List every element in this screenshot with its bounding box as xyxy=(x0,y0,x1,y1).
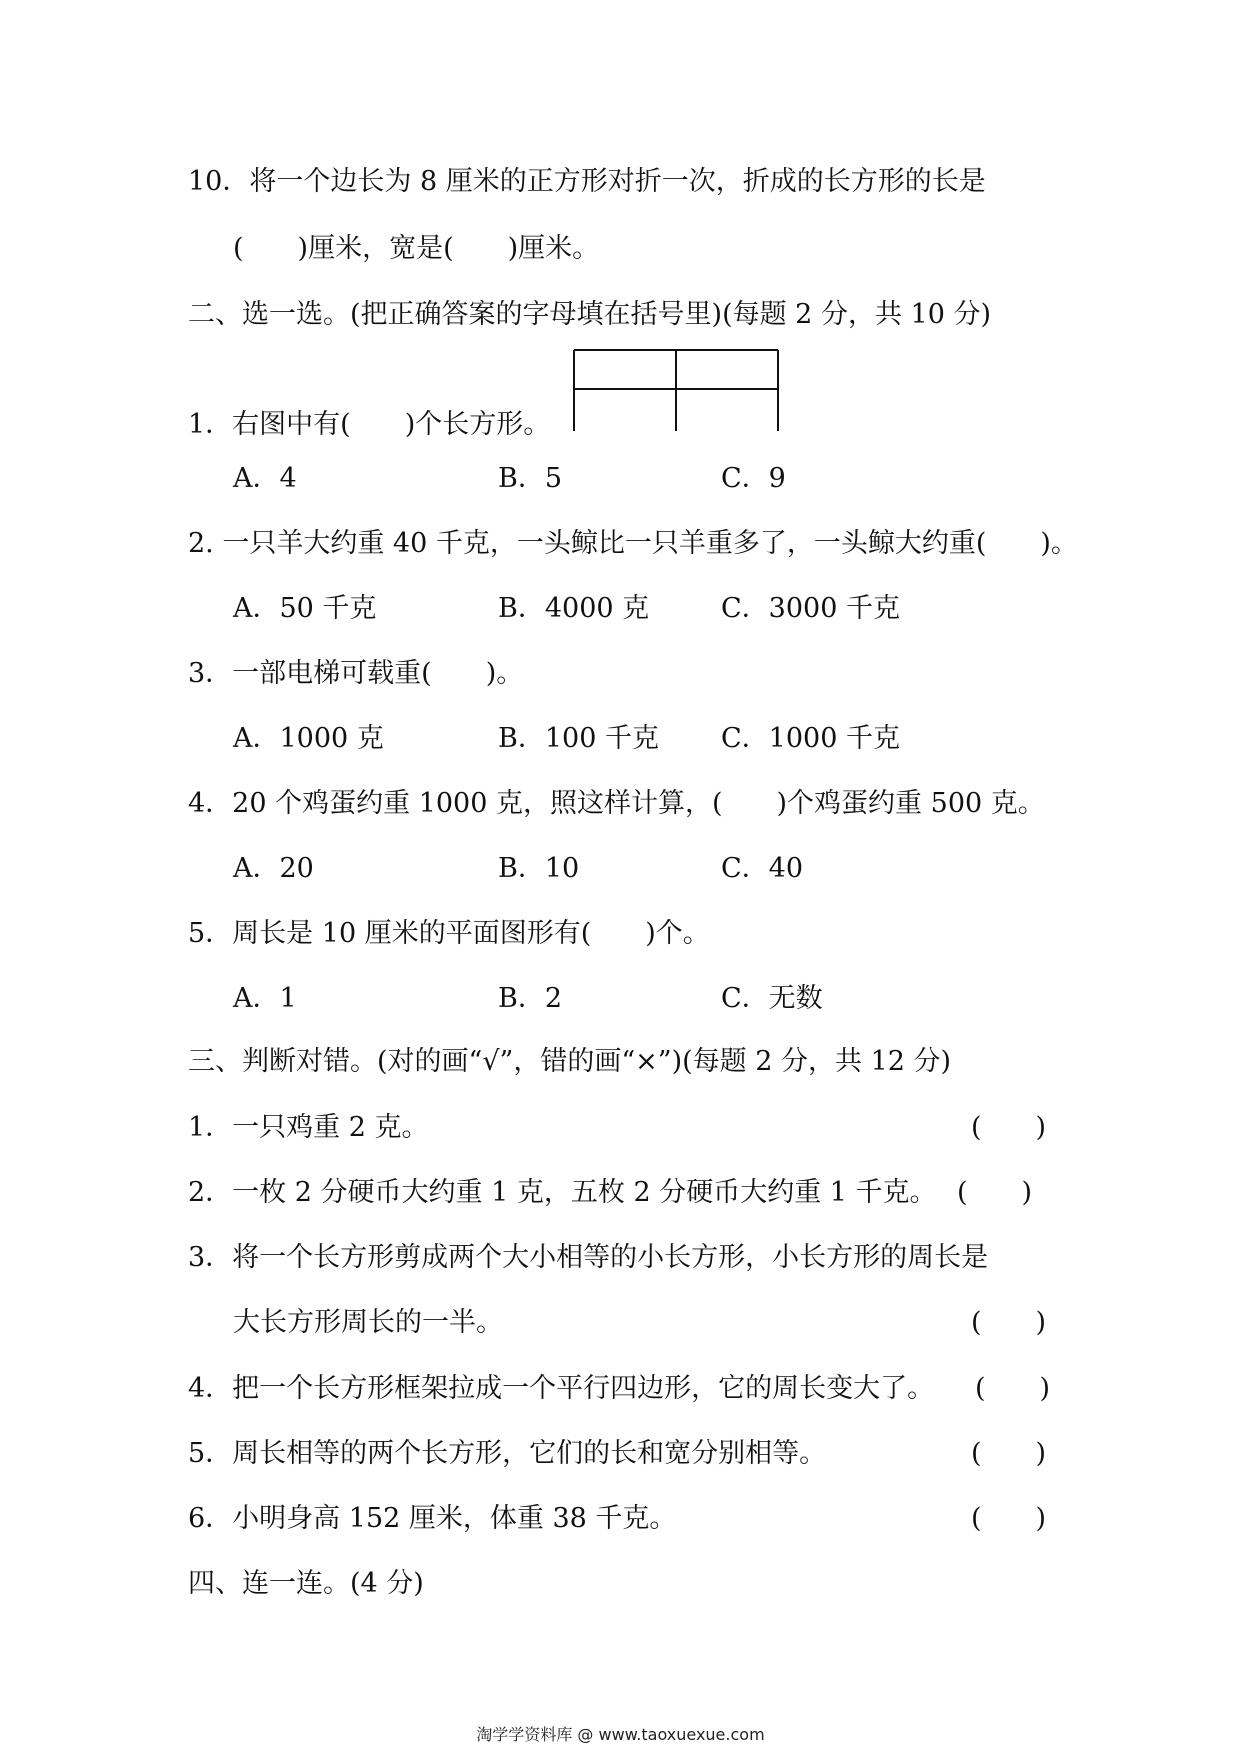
judge-question-3-line2: 大长方形周长的一半。 xyxy=(233,1307,503,1338)
choice-question-1: 1．右图中有( )个长方形。 xyxy=(188,409,551,440)
choice-question-3-option-b: B．100 千克 xyxy=(498,723,659,754)
judge-question-6-answer-paren: ( ) xyxy=(971,1503,1047,1534)
choice-question-1-option-b: B．5 xyxy=(498,463,563,494)
choice-question-5: 5．周长是 10 厘米的平面图形有( )个。 xyxy=(188,918,710,949)
choice-question-2-option-b: B．4000 克 xyxy=(498,593,650,624)
choice-question-3-option-a: A．1000 克 xyxy=(233,723,384,754)
choice-question-3: 3．一部电梯可载重( )。 xyxy=(188,658,524,689)
choice-question-4: 4．20 个鸡蛋约重 1000 克，照这样计算，( )个鸡蛋约重 500 克。 xyxy=(188,788,1045,819)
section-2-heading: 二、选一选。(把正确答案的字母填在括号里)(每题 2 分，共 10 分) xyxy=(188,299,991,330)
judge-question-5-answer-paren: ( ) xyxy=(971,1438,1047,1469)
choice-question-5-option-a: A．1 xyxy=(233,983,297,1014)
judge-question-2: 2．一枚 2 分硬币大约重 1 克，五枚 2 分硬币大约重 1 千克。 xyxy=(188,1177,937,1208)
choice-question-2-option-c: C．3000 千克 xyxy=(721,593,900,624)
choice-question-4-option-b: B．10 xyxy=(498,853,580,884)
choice-question-2: 2. 一只羊大约重 40 千克，一头鲸比一只羊重多了，一头鲸大约重( )。 xyxy=(188,528,1078,559)
judge-question-6: 6．小明身高 152 厘米，体重 38 千克。 xyxy=(188,1503,677,1534)
judge-question-5: 5．周长相等的两个长方形，它们的长和宽分别相等。 xyxy=(188,1438,827,1469)
question-10-line2: ( )厘米，宽是( )厘米。 xyxy=(233,233,600,264)
choice-question-5-option-b: B．2 xyxy=(498,983,563,1014)
choice-question-4-option-c: C．40 xyxy=(721,853,804,884)
question-10-line1: 10．将一个边长为 8 厘米的正方形对折一次，折成的长方形的长是 xyxy=(188,166,986,197)
choice-question-4-option-a: A．20 xyxy=(233,853,314,884)
judge-question-1-answer-paren: ( ) xyxy=(971,1112,1047,1143)
choice-question-5-option-c: C．无数 xyxy=(721,983,823,1014)
judge-question-4-answer-paren: ( ) xyxy=(975,1373,1051,1404)
choice-question-1-option-a: A．4 xyxy=(233,463,297,494)
judge-question-1: 1．一只鸡重 2 克。 xyxy=(188,1112,429,1143)
footer-watermark: 淘学学资料库 @ www.taoxuexue.com xyxy=(476,1725,765,1744)
judge-question-4: 4．把一个长方形框架拉成一个平行四边形，它的周长变大了。 xyxy=(188,1373,935,1404)
rectangle-figure xyxy=(573,349,779,431)
judge-question-3-answer-paren: ( ) xyxy=(971,1307,1047,1338)
choice-question-2-option-a: A．50 千克 xyxy=(233,593,377,624)
choice-question-1-option-c: C．9 xyxy=(721,463,786,494)
judge-question-2-answer-paren: ( ) xyxy=(957,1177,1033,1208)
section-3-heading: 三、判断对错。(对的画“√”，错的画“×”)(每题 2 分，共 12 分) xyxy=(188,1046,952,1077)
judge-question-3-line1: 3．将一个长方形剪成两个大小相等的小长方形，小长方形的周长是 xyxy=(188,1242,989,1273)
section-4-heading: 四、连一连。(4 分) xyxy=(188,1568,424,1599)
choice-question-3-option-c: C．1000 千克 xyxy=(721,723,900,754)
